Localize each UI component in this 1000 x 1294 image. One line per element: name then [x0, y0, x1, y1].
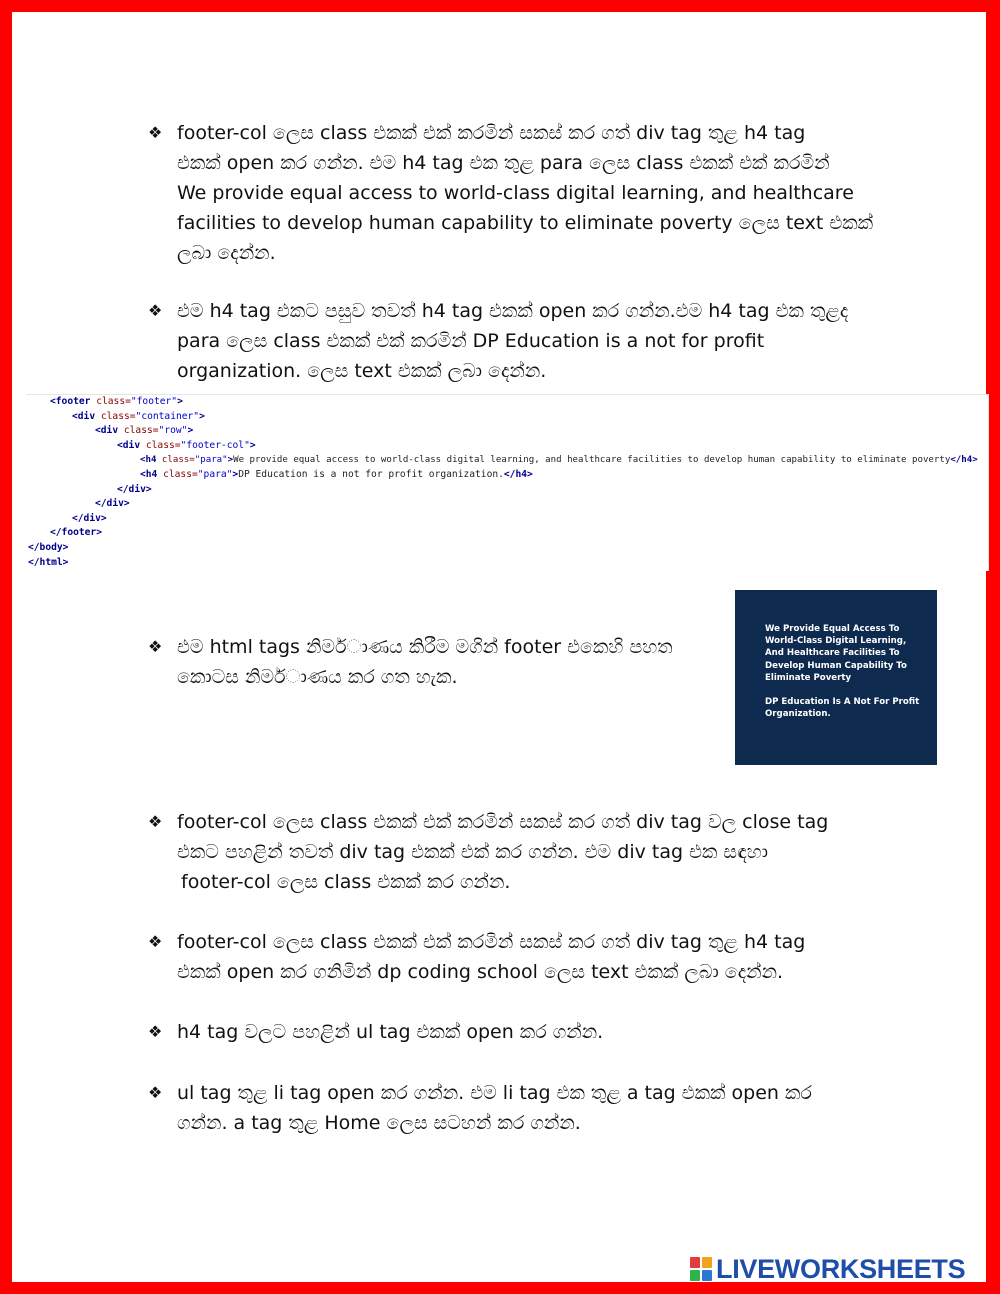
code-line-row: <div class="row"> — [95, 425, 194, 437]
code-line-footer-close: </footer> — [50, 527, 102, 539]
diamond-bullet-icon: ❖ — [148, 812, 163, 831]
instruction-bullet-4 — [148, 807, 888, 897]
bullet-line: ul tag තුළ li tag open කර ගන්න. එම li tag එක තුළ a tag එකක් open කර — [177, 1082, 812, 1104]
code-line-container: <div class="container"> — [72, 410, 205, 422]
bullet-line: එකක් open කර ගන්න. එම h4 tag එක තුළ para ලෙස class එකක් එක් කරමින් — [177, 152, 830, 174]
bullet-line: footer-col ලෙස class එකක් එක් කරමින් සකස් කර ගත් div tag තුළ h4 tag — [177, 931, 806, 953]
liveworksheets-logo[interactable] — [690, 1253, 965, 1285]
code-line-body-close: </body> — [28, 542, 69, 553]
code-snippet — [26, 394, 989, 571]
instruction-bullet-6 — [148, 1017, 888, 1047]
code-line-div-close: </div> — [95, 498, 130, 510]
instruction-bullet-5 — [148, 927, 888, 987]
bullet-line: We provide equal access to world-class digital learning, and healthcare — [177, 182, 854, 204]
instruction-bullet-2 — [148, 296, 888, 386]
bullet-line: organization. ලෙස text එකක් ලබා දෙන්න. — [177, 360, 547, 382]
instruction-bullet-7 — [148, 1078, 888, 1138]
bullet-line: footer-col ලෙස class එකක් කර ගන්න. — [181, 871, 511, 893]
code-line-footer-col: <div class="footer-col"> — [117, 439, 256, 451]
code-line-h4-2: <h4 class="para">DP Education is a not for profit organization.</h4> — [140, 469, 533, 480]
diamond-bullet-icon: ❖ — [148, 123, 163, 142]
code-line-div-close: </div> — [117, 483, 152, 495]
bullet-line: footer-col ලෙස class එකක් එක් කරමින් සකස් කර ගත් div tag තුළ h4 tag — [177, 122, 806, 144]
liveworksheets-logo-icon — [690, 1257, 712, 1281]
bullet-line: එම h4 tag එකට පසුව තවත් h4 tag එකක් open කර ගන්න.එම h4 tag එක තුළද — [177, 300, 849, 322]
bullet-line: ගන්න. a tag තුළ Home ලෙස සටහන් කර ගන්න. — [177, 1112, 581, 1134]
code-line-h4-1: <h4 class="para">We provide equal access to world-class digital learning, and healthcare facilities to develop human capability to eliminate poverty</h4> — [140, 455, 978, 466]
diamond-bullet-icon: ❖ — [148, 932, 163, 951]
bullet-line: එකක් open කර ගනිමින් dp coding school ලෙස text එකක් ලබා දෙන්න. — [177, 961, 784, 983]
diamond-bullet-icon: ❖ — [148, 301, 163, 320]
code-line-html-close: </html> — [28, 556, 69, 568]
bullet-line: එම html tags නිමර්ාණය කිරීම මගින් footer එකෙහි පහත — [177, 636, 673, 658]
bullet-line: කොටස නිමර්ාණය කර ගත හැක. — [177, 666, 458, 688]
preview-text-2: DP Education Is A Not For Profit Organization. — [765, 697, 920, 720]
bullet-line: ලබා දෙන්න. — [177, 242, 276, 264]
liveworksheets-logo-text: LIVEWORKSHEETS — [716, 1254, 966, 1284]
bullet-line: facilities to develop human capability to eliminate poverty ලෙස text එකක් — [177, 212, 874, 234]
instruction-bullet-1 — [148, 118, 888, 268]
bullet-line: para ලෙස class එකක් එක් කරමින් DP Education is a not for profit — [177, 330, 765, 352]
bullet-line: h4 tag වලට පහළින් ul tag එකක් open කර ගන්න. — [177, 1021, 604, 1043]
diamond-bullet-icon: ❖ — [148, 1083, 163, 1102]
diamond-bullet-icon: ❖ — [148, 1022, 163, 1041]
bullet-line: එකට පහළින් තවත් div tag එකක් එක් කර ගන්න. එම div tag එක සඳහා — [177, 841, 768, 863]
diamond-bullet-icon: ❖ — [148, 637, 163, 656]
preview-text-1: We Provide Equal Access To World-Class Digital Learning, And Healthcare Facilities To Develop Human Capability To Eliminate Poverty — [765, 624, 907, 683]
code-line-div-close: </div> — [72, 512, 107, 524]
code-line-footer: <footer class="footer"> — [50, 396, 183, 407]
bullet-line: footer-col ලෙස class එකක් එක් කරමින් සකස් කර ගත් div tag වල close tag — [177, 811, 829, 833]
footer-preview-image — [735, 590, 937, 765]
instruction-bullet-3 — [148, 632, 708, 692]
